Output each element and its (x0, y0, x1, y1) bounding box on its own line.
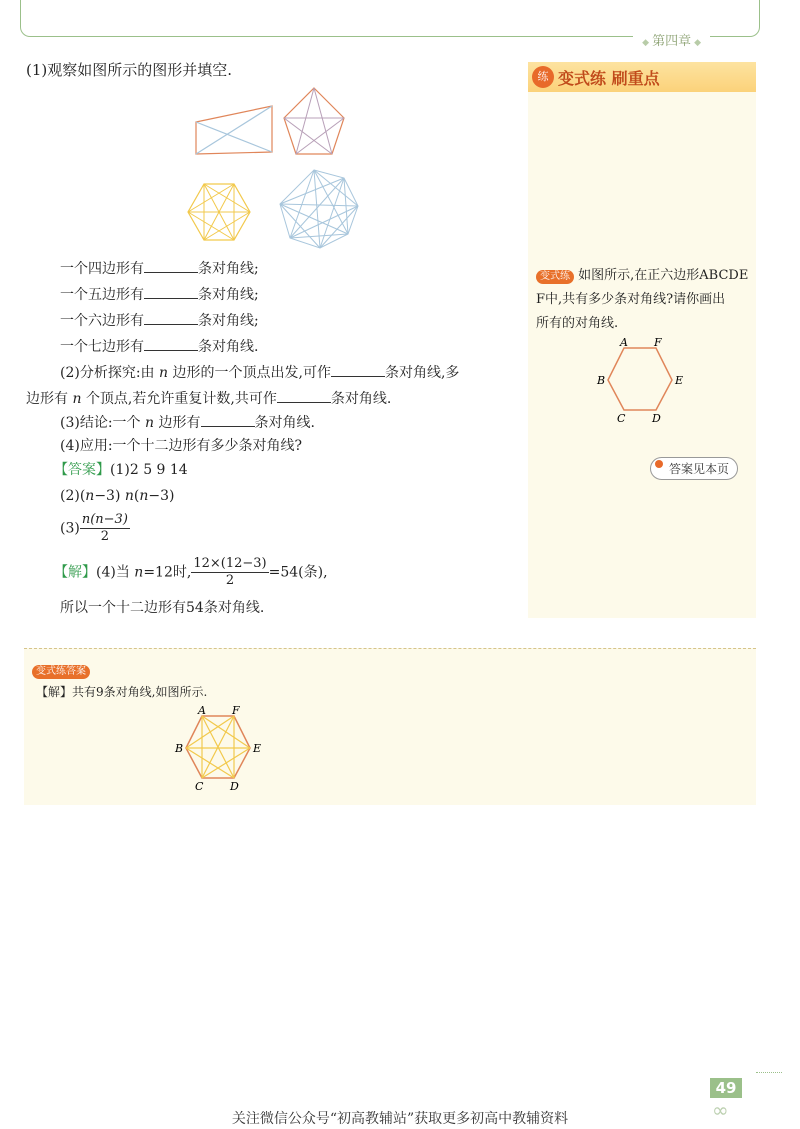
side-label-b: B (597, 374, 606, 387)
side-label-f: F (654, 336, 662, 349)
answer-3: (3) $\frac{n(n-3)}{2}$ (60, 512, 128, 544)
fill-line-3: 一个六边形有 条对角线; (60, 310, 259, 331)
question-2-line-1: (2)分析探究:由 n 边形的一个顶点出发,可作 条对角线,多 (60, 362, 459, 383)
page-rule (756, 1072, 782, 1073)
answer-label-e: E (253, 742, 262, 755)
practice-answer-text: 【解】共有9条对角线,如图所示. (36, 685, 208, 699)
answer-label-d: D (230, 780, 239, 793)
answer-label-a: A (198, 704, 206, 717)
side-label-c: C (617, 412, 626, 424)
side-text-1: 变式练 如图所示,在正六边形ABCDE (536, 266, 748, 286)
question-3: (3)结论:一个 n 边形有 条对角线. (60, 412, 315, 433)
answer-2: (2)(n−3) n(n−3) (60, 488, 175, 504)
practice-icon: 练 (532, 66, 554, 88)
question-4: (4)应用:一个十二边形有多少条对角线? (60, 438, 303, 454)
pentagon-figure (284, 88, 344, 154)
footer-note: 关注微信公众号“初高教辅站”获取更多初高中教辅资料 (231, 1111, 569, 1127)
page-number: 49 (710, 1078, 742, 1098)
side-panel-title: 变式练 刷重点 (558, 69, 660, 88)
infinity-icon: ∞ (712, 1098, 729, 1122)
answer-label-b: B (175, 742, 184, 755)
question-1: (1)观察如图所示的图形并填空. (26, 61, 233, 79)
answer-label-f: F (232, 704, 240, 717)
fill-line-1: 一个四边形有 条对角线; (60, 258, 259, 279)
practice-answer-tag: 变式练答案 (32, 662, 90, 679)
question-2-line-2: 边形有 n 个顶点,若允许重复计数,共可作 条对角线. (26, 388, 391, 409)
side-label-a: A (620, 336, 628, 349)
side-label-e: E (675, 374, 684, 387)
key-icon (655, 460, 663, 468)
hexagon-figure (188, 184, 250, 240)
quadrilateral-figure (196, 106, 272, 154)
answer-1: 【答案】(1)2 5 9 14 (54, 462, 188, 478)
side-text-3: 所有的对角线. (536, 316, 619, 331)
side-hexagon (592, 334, 692, 424)
side-text-2: F中,共有多少条对角线?请你画出 (536, 292, 726, 307)
solution-4: 【解】(4)当 n=12时, $\frac{12\times(12-3)}{2}$ =54(条), (54, 556, 328, 588)
polygon-figures (180, 84, 380, 254)
chapter-label: ◆ 第四章 ◆ (633, 30, 710, 49)
answer-label-c: C (195, 780, 204, 793)
answer-link-pill[interactable]: 答案见本页 (650, 457, 738, 480)
fill-line-2: 一个五边形有 条对角线; (60, 284, 259, 305)
practice-answer-box (24, 648, 756, 805)
side-label-d: D (652, 412, 661, 424)
heptagon-figure (280, 170, 358, 248)
fill-line-4: 一个七边形有 条对角线. (60, 336, 258, 357)
solution-final: 所以一个十二边形有54条对角线. (60, 600, 265, 616)
answer-hexagon (170, 702, 270, 794)
practice-badge: 变式练 (536, 270, 574, 284)
